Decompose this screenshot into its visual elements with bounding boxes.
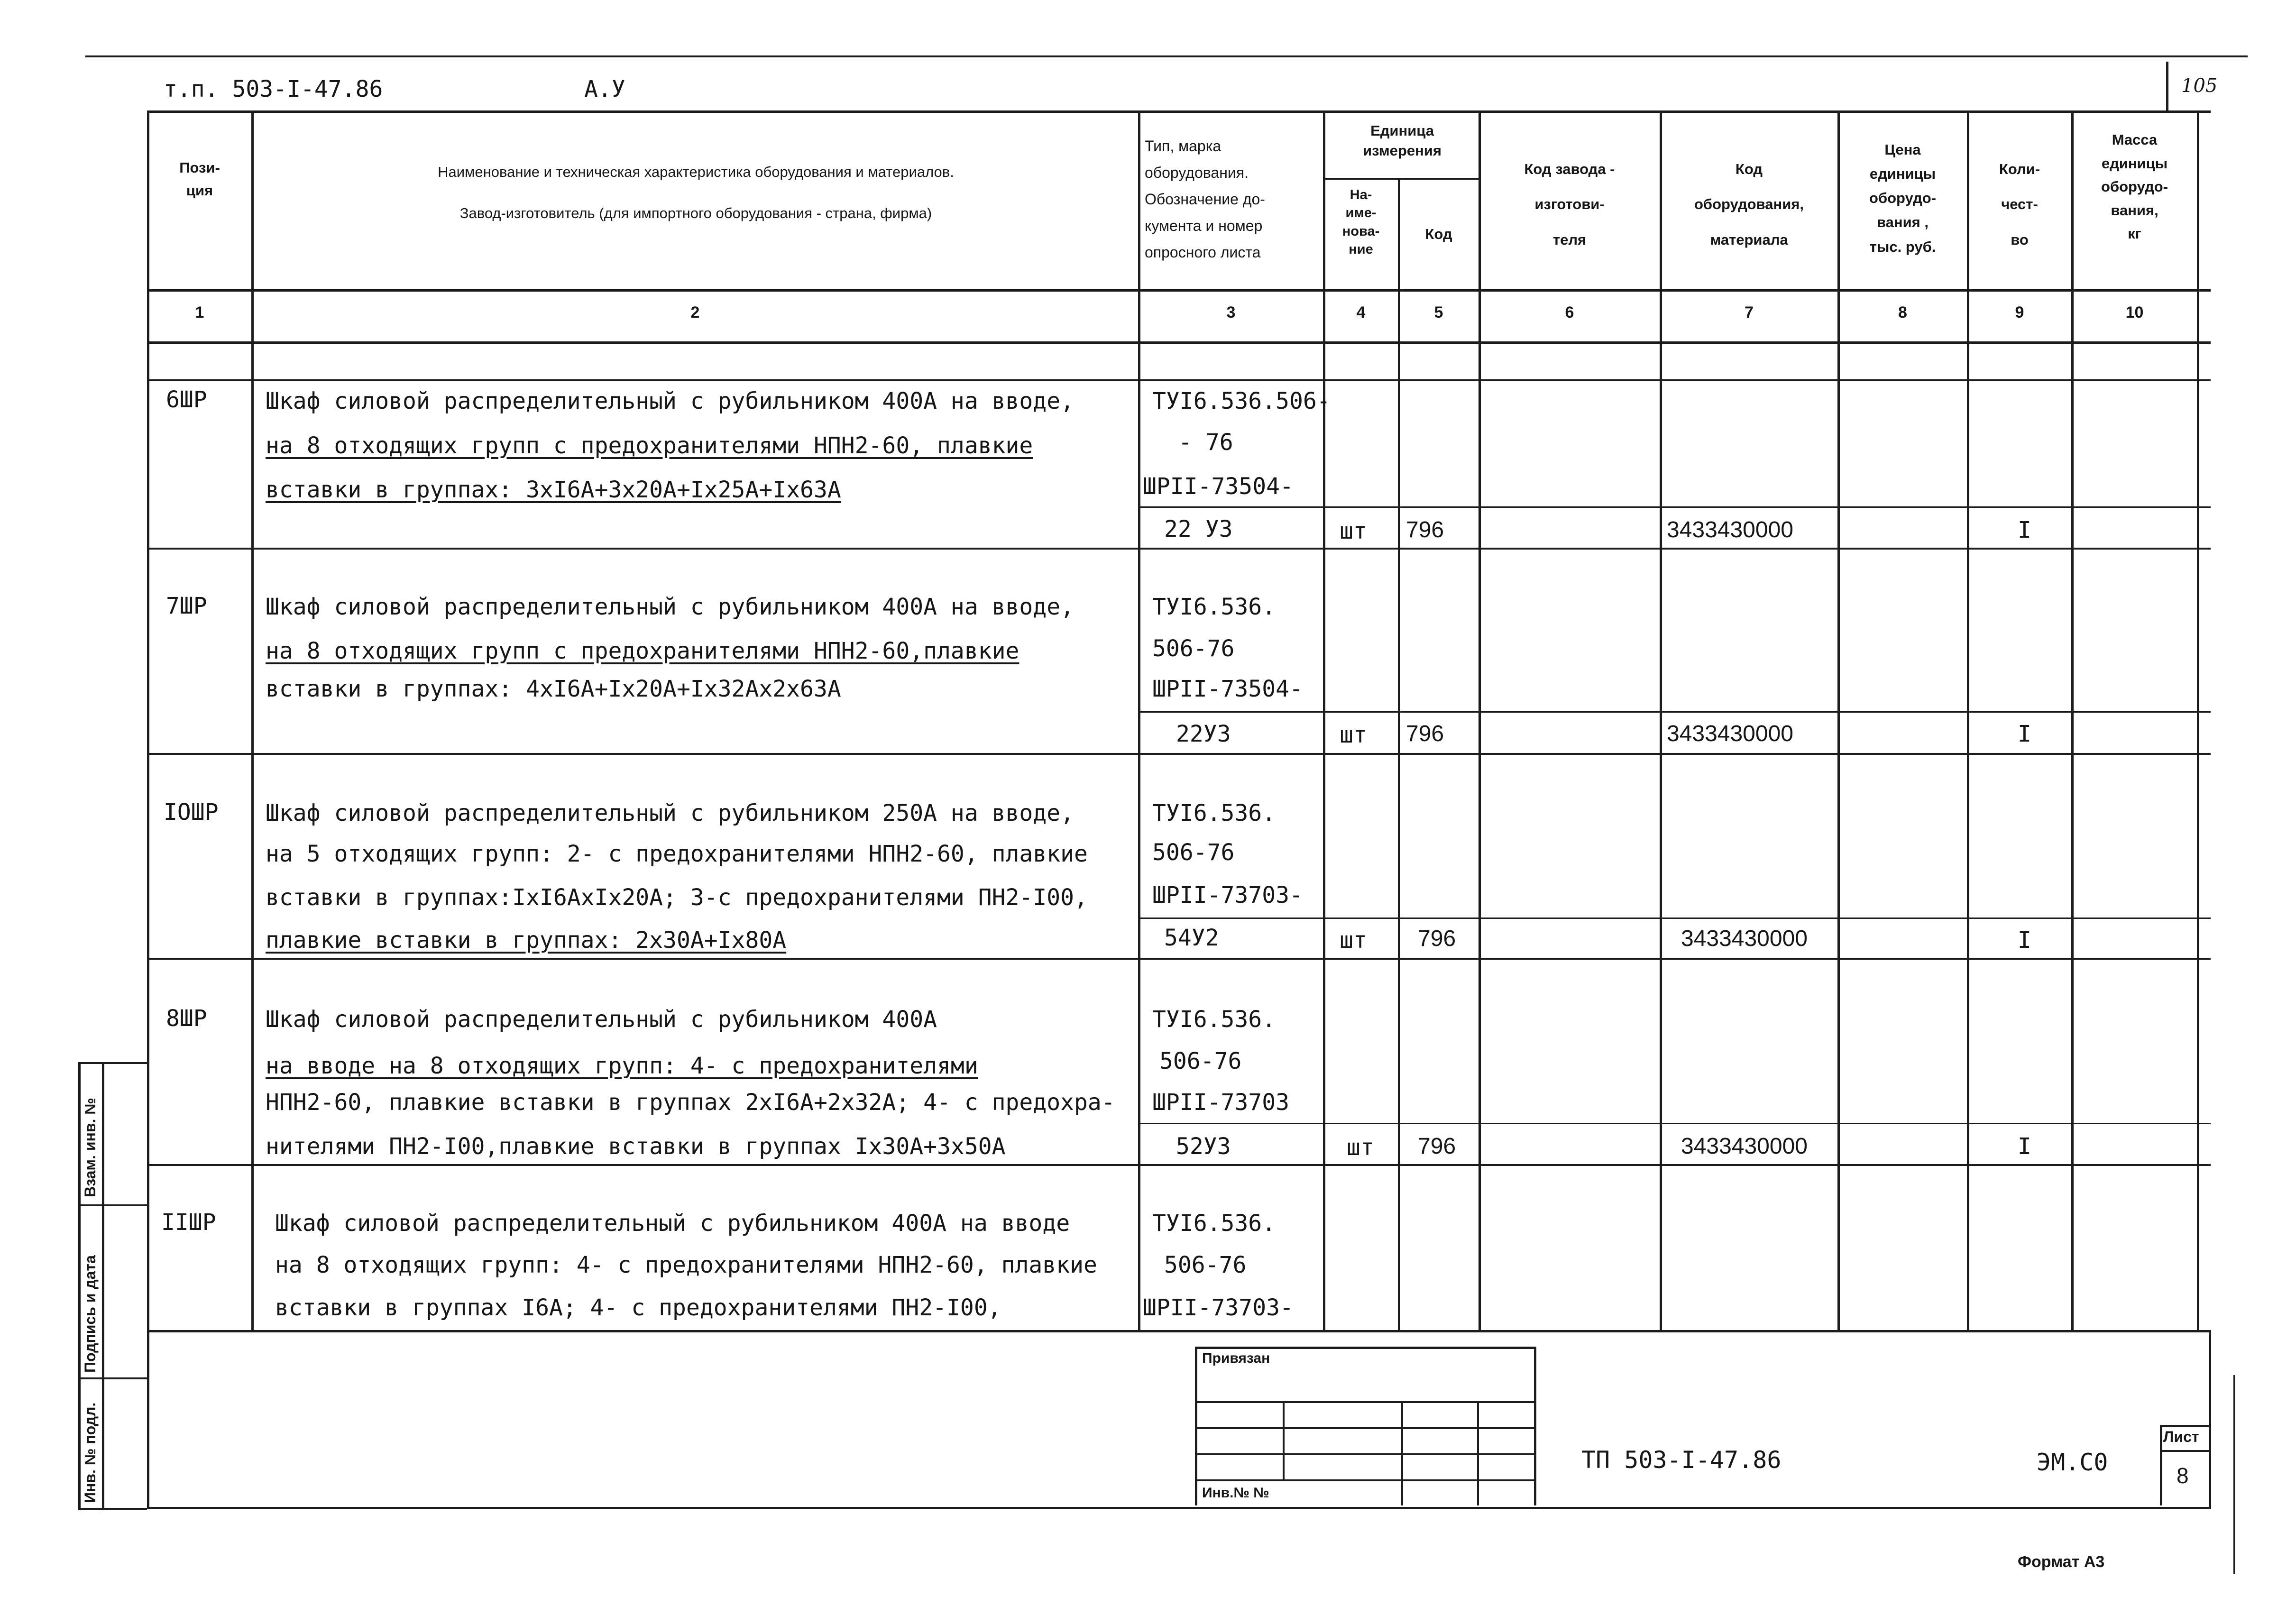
item-type: 506-76 [1152, 839, 1235, 866]
item-desc-line: вставки в группах I6А; 4- с предохранителями ПН2-I00, [275, 1294, 1001, 1321]
item-type: ШРII-73504- [1143, 473, 1294, 500]
item-unit: шт [1340, 722, 1367, 748]
sheet-number: 8 [2177, 1463, 2189, 1488]
left-strip-line [78, 1377, 147, 1379]
head-col2: Наименование и техническая характеристика оборудования и материалов. Завод-изготовитель (для импортного оборудования - страна, фирма) [438, 164, 954, 221]
item-desc-line: НПН2-60, плавкие вставки в группах 2хI6А+2х32А; 4- с предохра- [266, 1089, 1115, 1116]
head-col6: Код завода - изготови- теля [1524, 161, 1615, 248]
sheet-box-split [2160, 1450, 2211, 1452]
left-strip-inner [102, 1062, 104, 1510]
left-strip-line [78, 1062, 147, 1064]
item-desc-line: вставки в группах: 4хI6А+Iх20А+Iх32Ах2х63А [266, 676, 841, 702]
item-code: 796 [1406, 721, 1444, 746]
head-col4: На- име- нова- ние [1342, 187, 1380, 257]
inv-no-label: Инв.№ № [1202, 1485, 1269, 1501]
item-type: ШРII-73703 [1152, 1089, 1289, 1116]
numbers-bottom [147, 341, 2211, 344]
privyazan-label: Привязан [1202, 1350, 1270, 1366]
item-equip-code: 3433430000 [1667, 721, 1793, 746]
head-col7: Код оборудования, материала [1694, 161, 1804, 248]
sheet-code: ЭМ.С0 [2037, 1449, 2108, 1476]
top-margin-line [85, 55, 2248, 57]
item-type: 22У3 [1176, 721, 1231, 747]
item-desc-line: на 8 отходящих групп с предохранителями НПН2-60,плавкие [266, 638, 1019, 664]
head-col9: Коли- чест- во [1999, 161, 2040, 248]
head-col5: Код [1425, 226, 1452, 242]
item-qty: I [2018, 721, 2031, 747]
col-line-2 [1138, 110, 1140, 1331]
head-col3: Тип, марка оборудования. Обозначение до- кумента и номер опросного листа [1145, 138, 1265, 261]
item-type: 22 У3 [1164, 516, 1233, 542]
item-equip-code: 3433430000 [1681, 926, 1808, 951]
item-type: 506-76 [1164, 1252, 1247, 1278]
left-strip-line [78, 1204, 147, 1206]
side-label-podpis: Подпись и дата [82, 1255, 99, 1373]
head-col8: Цена единицы оборудо- вания , тыс. руб. [1869, 141, 1936, 255]
col-line-7 [1837, 110, 1840, 1331]
stamp-line [1195, 1453, 1536, 1455]
item-type: 52У3 [1176, 1133, 1231, 1160]
item-position: 8ШР [166, 1005, 207, 1032]
col-line-9 [2071, 110, 2074, 1331]
item-position: 6ШР [166, 386, 207, 413]
col-line-10 [2197, 110, 2199, 1331]
item-type: - 76 [1178, 429, 1233, 456]
head-unit-group: Единица измерения [1363, 122, 1442, 159]
row-line [1138, 506, 2211, 508]
col-line-0 [147, 110, 149, 1331]
colnum-4: 4 [1356, 303, 1366, 321]
row-line [1138, 711, 2211, 713]
colnum-1: 1 [195, 303, 204, 321]
item-unit: шт [1340, 927, 1367, 954]
item-desc-line: Шкаф силовой распределительный с рубильником 400А на вводе [275, 1210, 1070, 1237]
item-code: 796 [1406, 517, 1444, 542]
row-line [147, 753, 2211, 755]
item-desc-line: на 5 отходящих групп: 2- с предохранителями НПН2-60, плавкие [266, 841, 1088, 867]
item-code: 796 [1418, 926, 1456, 951]
item-equip-code: 3433430000 [1667, 517, 1793, 542]
item-position: 7ШР [166, 593, 207, 619]
sheet-label: Лист [2163, 1428, 2199, 1445]
item-desc-line: Шкаф силовой распределительный с рубильником 400А на вводе, [266, 594, 1075, 620]
item-type: 54У2 [1164, 925, 1219, 951]
stamp-vline [1401, 1401, 1403, 1505]
item-type: ТУI6.536. [1152, 1006, 1276, 1033]
stamp-line [1195, 1401, 1536, 1403]
doc-ref: т.п. 503-I-47.86 [164, 76, 383, 102]
frame-top [147, 110, 2211, 113]
doc-code: ТП 503-I-47.86 [1581, 1446, 1782, 1474]
unit-split [1323, 178, 1480, 180]
item-position: IIШР [161, 1209, 216, 1236]
stamp-vline [1283, 1401, 1285, 1479]
item-unit: шт [1340, 518, 1367, 544]
col-line-5 [1479, 110, 1481, 1331]
item-type: ШРII-73703- [1152, 882, 1303, 908]
header-bottom [147, 289, 2211, 292]
colnum-3: 3 [1226, 303, 1236, 321]
item-type: 506-76 [1152, 635, 1235, 662]
side-label-vzam: Взам. инв. № [82, 1098, 99, 1197]
item-unit: шт [1347, 1134, 1374, 1161]
item-type: ШРII-73504- [1152, 676, 1303, 702]
col-line-3 [1323, 110, 1325, 1331]
item-qty: I [2018, 927, 2031, 954]
frame-top-right [2166, 62, 2168, 112]
bottom-frame [147, 1507, 2211, 1509]
colnum-9: 9 [2015, 303, 2024, 321]
side-label-inv-podl: Инв. № подл. [82, 1402, 99, 1503]
head-col1: Пози- ция [179, 159, 220, 199]
head-col10: Масса единицы оборудо- вания, кг [2101, 131, 2168, 242]
stamp-line [1195, 1479, 1536, 1481]
item-desc-line: нителями ПН2-I00,плавкие вставки в группах Iх30А+3х50А [266, 1133, 1006, 1160]
item-desc-line: плавкие вставки в группах: 2х30А+Iх80А [266, 927, 787, 954]
row-line [1138, 1123, 2211, 1124]
item-type: ТУI6.536.506- [1152, 388, 1331, 414]
row-line [147, 548, 2211, 550]
privyazan-box [1195, 1347, 1536, 1505]
item-type: ШРII-73703- [1143, 1294, 1294, 1321]
left-strip-line [78, 1508, 147, 1510]
stamp-line [1195, 1427, 1536, 1429]
item-desc-line: Шкаф силовой распределительный с рубильником 400А на вводе, [266, 388, 1075, 414]
colnum-7: 7 [1745, 303, 1754, 321]
col-line-6 [1660, 110, 1662, 1331]
left-strip-outer [78, 1062, 81, 1510]
stamp-vline [1477, 1401, 1479, 1505]
item-type: ТУI6.536. [1152, 800, 1276, 826]
item-desc-line: вставки в группах: 3хI6А+3х20А+Iх25А+Iх63А [266, 477, 841, 503]
item-desc-line: на 8 отходящих групп: 4- с предохранителями НПН2-60, плавкие [275, 1252, 1097, 1278]
colnum-5: 5 [1434, 303, 1443, 321]
colnum-8: 8 [1898, 303, 1907, 321]
item-type: ТУI6.536. [1152, 1210, 1276, 1237]
item-type: 506-76 [1159, 1048, 1242, 1074]
item-desc-line: на вводе на 8 отходящих групп: 4- с предохранителями [266, 1053, 978, 1079]
row-line [147, 958, 2211, 960]
item-type: ТУI6.536. [1152, 594, 1276, 620]
item-desc-line: Шкаф силовой распределительный с рубильником 250А на вводе, [266, 800, 1075, 826]
table-bottom [147, 1330, 2211, 1332]
bottom-left-frame [147, 1330, 149, 1509]
item-qty: I [2018, 1133, 2031, 1160]
item-qty: I [2018, 517, 2031, 543]
page-corner-number: 105 [2181, 75, 2218, 97]
colnum-6: 6 [1565, 303, 1574, 321]
item-desc-line: Шкаф силовой распределительный с рубильником 400А [266, 1006, 937, 1033]
item-desc-line: на 8 отходящих групп с предохранителями НПН2-60, плавкие [266, 432, 1033, 459]
item-desc-line: вставки в группах:IхI6АхIх20А; 3-с предохранителями ПН2-I00, [266, 884, 1088, 911]
format-label: Формат А3 [2018, 1553, 2105, 1571]
item-code: 796 [1418, 1134, 1456, 1159]
item-equip-code: 3433430000 [1681, 1134, 1808, 1159]
colnum-10: 10 [2125, 303, 2144, 321]
col-line-1 [251, 110, 254, 1331]
section-mark: А.У [584, 76, 625, 102]
row-line [147, 379, 2211, 381]
col-line-8 [1967, 110, 1969, 1331]
colnum-2: 2 [690, 303, 700, 321]
right-margin-line [2233, 1375, 2235, 1574]
row-line [1138, 918, 2211, 919]
item-position: IОШР [164, 799, 219, 826]
row-line [147, 1164, 2211, 1166]
